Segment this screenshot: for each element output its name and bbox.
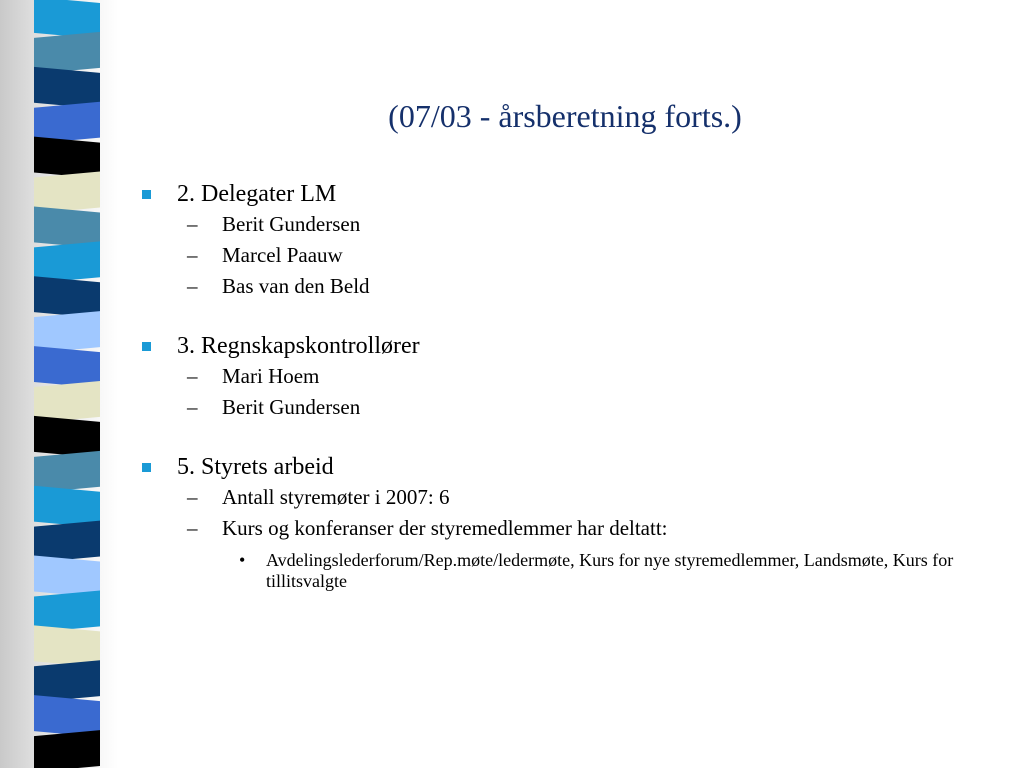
bullet-text: Avdelingslederforum/Rep.møte/ledermøte, Kurs for nye styremedlemmer, Landsmøte, Kurs for tillitsvalgte (266, 550, 954, 591)
stripe-block (34, 102, 100, 144)
stripe-block (34, 346, 100, 388)
section-board-work (142, 453, 1002, 592)
left-decoration-band (0, 0, 120, 768)
bullet-text: Berit Gundersen (222, 395, 361, 419)
bullet-level2 (142, 392, 1002, 423)
decorative-stripe (34, 0, 100, 768)
bullet-level1 (142, 453, 1002, 482)
bullet-level2 (142, 240, 1002, 271)
stripe-block (34, 730, 100, 768)
stripe-block (34, 206, 100, 248)
stripe-block (34, 660, 100, 702)
stripe-graphic (34, 0, 100, 768)
section-delegates (142, 180, 1002, 302)
bullet-text: Mari Hoem (222, 364, 320, 388)
dot-bullet-icon: • (239, 550, 246, 570)
stripe-block (34, 625, 100, 667)
stripe-block (34, 67, 100, 109)
dash-bullet-icon: – (187, 485, 198, 509)
bullet-level2 (142, 513, 1002, 544)
slide-body (142, 180, 1002, 622)
bullet-level2 (142, 361, 1002, 392)
stripe-block (34, 590, 100, 632)
stripe-block (34, 556, 100, 598)
bullet-text: 3. Regnskapskontrollører (177, 333, 420, 359)
bullet-level1 (142, 332, 1002, 361)
dash-bullet-icon: – (187, 364, 198, 388)
square-bullet-icon (142, 190, 151, 199)
stripe-block (34, 695, 100, 737)
bullet-text: Bas van den Beld (222, 274, 370, 298)
bullet-text: Antall styremøter i 2007: 6 (222, 485, 450, 509)
bullet-level2 (142, 209, 1002, 240)
dash-bullet-icon: – (187, 274, 198, 298)
dash-bullet-icon: – (187, 212, 198, 236)
dash-bullet-icon: – (187, 395, 198, 419)
stripe-block (34, 172, 100, 214)
stripe-block (34, 276, 100, 318)
bullet-level2 (142, 482, 1002, 513)
bullet-text: Berit Gundersen (222, 212, 361, 236)
stripe-block (34, 32, 100, 74)
bullet-text: Kurs og konferanser der styremedlemmer har deltatt: (222, 516, 668, 540)
bullet-level2 (142, 271, 1002, 302)
square-bullet-icon (142, 342, 151, 351)
slide-title: (07/03 - årsberetning forts.) (388, 98, 742, 134)
stripe-block (34, 241, 100, 283)
dash-bullet-icon: – (187, 243, 198, 267)
stripe-block (34, 137, 100, 179)
stripe-block (34, 521, 100, 563)
bullet-text: 2. Delegater LM (177, 181, 337, 207)
section-auditors (142, 332, 1002, 423)
dash-bullet-icon: – (187, 516, 198, 540)
square-bullet-icon (142, 463, 151, 472)
stripe-block (34, 451, 100, 493)
stripe-block (34, 416, 100, 458)
stripe-block (34, 486, 100, 528)
stripe-block (34, 381, 100, 423)
stripe-block (34, 311, 100, 353)
bullet-text: 5. Styrets arbeid (177, 454, 334, 480)
bullet-text: Marcel Paauw (222, 243, 343, 267)
bullet-level3 (142, 550, 1002, 592)
bullet-level1 (142, 180, 1002, 209)
